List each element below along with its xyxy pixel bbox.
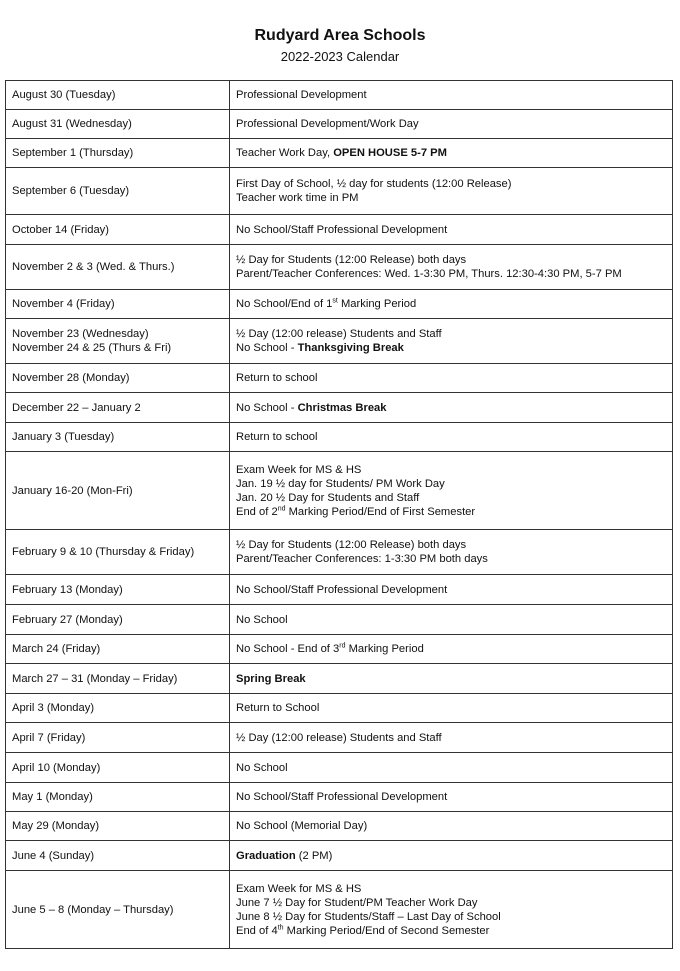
table-row xyxy=(6,694,673,723)
date-cell xyxy=(6,290,230,319)
event-text: Teacher Work Day, xyxy=(236,147,334,159)
date-text: November 2 & 3 (Wed. & Thurs.) xyxy=(12,261,175,273)
event-text: Marking Period/End of First Semester xyxy=(285,505,476,518)
event-line xyxy=(236,761,666,775)
event-line xyxy=(236,642,666,656)
event-cell xyxy=(230,575,673,605)
event-cell xyxy=(230,753,673,783)
document-header xyxy=(0,0,680,66)
event-cell xyxy=(230,168,673,215)
date-text: June 4 (Sunday) xyxy=(12,849,95,862)
event-line xyxy=(236,341,666,355)
event-line xyxy=(236,371,666,385)
event-text: Exam Week for MS & HS xyxy=(236,463,362,476)
date-cell xyxy=(6,452,230,530)
calendar-table xyxy=(5,80,673,949)
date-text: March 27 – 31 (Monday – Friday) xyxy=(12,672,178,685)
table-row xyxy=(6,753,673,783)
event-text: No School - xyxy=(236,401,298,414)
date-text: May 29 (Monday) xyxy=(12,820,100,832)
event-text: No School xyxy=(236,761,288,774)
event-text: No School (Memorial Day) xyxy=(236,820,368,832)
table-row xyxy=(6,168,673,215)
table-row xyxy=(6,110,673,139)
date-text: January 16-20 (Mon-Fri) xyxy=(12,484,133,497)
event-text: Marking Period xyxy=(337,298,417,310)
table-row xyxy=(6,139,673,168)
date-cell xyxy=(6,139,230,168)
event-cell xyxy=(230,452,673,530)
event-text: Jan. 20 ½ Day for Students and Staff xyxy=(236,491,420,504)
date-cell xyxy=(6,635,230,664)
event-line xyxy=(236,401,666,415)
date-cell xyxy=(6,753,230,783)
event-line xyxy=(236,910,666,924)
event-cell xyxy=(230,290,673,319)
table-row xyxy=(6,530,673,575)
event-line xyxy=(236,583,666,597)
event-text: ½ Day (12:00 release) Students and Staff xyxy=(236,328,442,340)
event-text: Exam Week for MS & HS xyxy=(236,882,362,895)
date-cell xyxy=(6,530,230,575)
event-line xyxy=(236,223,666,237)
table-row xyxy=(6,871,673,949)
event-line xyxy=(236,177,666,191)
event-line xyxy=(236,191,666,205)
event-cell xyxy=(230,319,673,364)
event-text: No School - End of 3 xyxy=(236,643,340,655)
event-text: Return to school xyxy=(236,431,318,443)
date-cell xyxy=(6,423,230,452)
event-text: Jan. 19 ½ day for Students/ PM Work Day xyxy=(236,477,445,490)
date-text: November 4 (Friday) xyxy=(12,298,115,310)
date-text: April 10 (Monday) xyxy=(12,761,101,774)
date-text: November 23 (Wednesday) xyxy=(12,328,149,340)
event-text-bold: Graduation xyxy=(236,849,296,862)
table-row xyxy=(6,319,673,364)
date-cell xyxy=(6,575,230,605)
event-text: No School/Staff Professional Development xyxy=(236,791,448,803)
event-line xyxy=(236,613,666,627)
calendar-body xyxy=(6,81,673,949)
event-cell xyxy=(230,423,673,452)
date-cell xyxy=(6,871,230,949)
event-text: Parent/Teacher Conferences: Wed. 1-3:30 PM, Thurs. 12:30-4:30 PM, 5-7 PM xyxy=(236,268,622,280)
event-text: No School - xyxy=(236,342,298,354)
date-text: February 13 (Monday) xyxy=(12,583,123,596)
event-text: No School/End of 1 xyxy=(236,298,333,310)
date-text: March 24 (Friday) xyxy=(12,643,101,655)
event-text: End of 2 xyxy=(236,505,278,518)
event-line xyxy=(236,117,666,131)
event-line xyxy=(236,430,666,444)
event-cell xyxy=(230,110,673,139)
date-text: April 7 (Friday) xyxy=(12,731,86,744)
event-text: Return to school xyxy=(236,372,318,384)
event-cell xyxy=(230,841,673,871)
date-text: June 5 – 8 (Monday – Thursday) xyxy=(12,903,174,916)
event-line xyxy=(236,505,666,519)
event-text: ½ Day for Students (12:00 Release) both days xyxy=(236,539,467,551)
event-cell xyxy=(230,393,673,423)
event-line xyxy=(236,552,666,566)
event-text: Professional Development xyxy=(236,89,367,101)
event-text: Professional Development/Work Day xyxy=(236,118,419,130)
date-cell xyxy=(6,81,230,110)
event-text-bold: Christmas Break xyxy=(297,401,387,414)
date-text: January 3 (Tuesday) xyxy=(12,431,115,443)
date-cell xyxy=(6,393,230,423)
event-cell xyxy=(230,139,673,168)
date-text: December 22 – January 2 xyxy=(12,401,141,414)
event-line xyxy=(236,538,666,552)
date-cell xyxy=(6,364,230,393)
event-text: End of 4 xyxy=(236,924,278,937)
table-row xyxy=(6,81,673,110)
date-text: August 31 (Wednesday) xyxy=(12,118,132,130)
ordinal-suffix: st xyxy=(332,297,338,305)
date-cell xyxy=(6,812,230,841)
event-cell xyxy=(230,871,673,949)
table-row xyxy=(6,393,673,423)
event-cell xyxy=(230,605,673,635)
event-line xyxy=(236,253,666,267)
table-row xyxy=(6,575,673,605)
date-text: August 30 (Tuesday) xyxy=(12,89,116,101)
date-text: September 1 (Thursday) xyxy=(12,147,134,159)
date-text: October 14 (Friday) xyxy=(12,223,109,236)
date-cell xyxy=(6,245,230,290)
date-cell xyxy=(6,168,230,215)
date-text: February 9 & 10 (Thursday & Friday) xyxy=(12,546,195,558)
event-line xyxy=(236,790,666,804)
document-subtitle: 2022-2023 Calendar xyxy=(280,49,400,64)
event-cell xyxy=(230,81,673,110)
table-row xyxy=(6,290,673,319)
event-line xyxy=(236,672,666,686)
table-row xyxy=(6,723,673,753)
date-cell xyxy=(6,605,230,635)
event-line xyxy=(236,491,666,505)
event-line xyxy=(236,297,666,311)
event-line xyxy=(236,327,666,341)
table-row xyxy=(6,664,673,694)
date-cell xyxy=(6,319,230,364)
event-text-bold: Thanksgiving Break xyxy=(297,342,404,354)
event-text: No School xyxy=(236,613,288,626)
event-text: June 8 ½ Day for Students/Staff – Last Day of School xyxy=(236,910,501,923)
event-text: Return to School xyxy=(236,702,320,714)
event-text: No School/Staff Professional Development xyxy=(236,223,448,236)
table-row xyxy=(6,812,673,841)
event-text-bold: Spring Break xyxy=(236,672,306,685)
event-text: Teacher work time in PM xyxy=(236,192,359,204)
event-text: No School/Staff Professional Development xyxy=(236,583,448,596)
table-row xyxy=(6,423,673,452)
event-line xyxy=(236,477,666,491)
table-row xyxy=(6,605,673,635)
event-text: ½ Day (12:00 release) Students and Staff xyxy=(236,731,442,744)
document-title: Rudyard Area Schools xyxy=(254,27,426,44)
ordinal-suffix: rd xyxy=(339,642,346,650)
event-line xyxy=(236,701,666,715)
event-cell xyxy=(230,245,673,290)
event-cell xyxy=(230,635,673,664)
date-cell xyxy=(6,694,230,723)
event-cell xyxy=(230,694,673,723)
date-cell xyxy=(6,215,230,245)
event-line xyxy=(236,146,666,160)
date-cell xyxy=(6,841,230,871)
table-row xyxy=(6,635,673,664)
event-cell xyxy=(230,215,673,245)
date-cell xyxy=(6,783,230,812)
event-text: ½ Day for Students (12:00 Release) both days xyxy=(236,254,467,266)
event-line xyxy=(236,924,666,938)
event-text-bold: OPEN HOUSE 5-7 PM xyxy=(333,147,447,159)
event-text: Marking Period xyxy=(345,643,424,655)
date-text: April 3 (Monday) xyxy=(12,702,95,714)
event-cell xyxy=(230,812,673,841)
event-cell xyxy=(230,364,673,393)
date-cell xyxy=(6,664,230,694)
ordinal-suffix: th xyxy=(277,923,284,931)
event-text: Marking Period/End of Second Semester xyxy=(283,924,490,937)
date-cell xyxy=(6,110,230,139)
event-line xyxy=(236,731,666,745)
event-line xyxy=(236,267,666,281)
event-line xyxy=(236,463,666,477)
event-line xyxy=(236,882,666,896)
event-cell xyxy=(230,783,673,812)
event-line xyxy=(236,819,666,833)
event-text: (2 PM) xyxy=(295,849,333,862)
event-text: Parent/Teacher Conferences: 1-3:30 PM both days xyxy=(236,553,488,565)
table-row xyxy=(6,215,673,245)
table-row xyxy=(6,364,673,393)
date-text: September 6 (Tuesday) xyxy=(12,185,130,197)
event-line xyxy=(236,88,666,102)
event-cell xyxy=(230,664,673,694)
event-cell xyxy=(230,530,673,575)
event-text: June 7 ½ Day for Student/PM Teacher Work Day xyxy=(236,896,478,909)
table-row xyxy=(6,245,673,290)
date-text: February 27 (Monday) xyxy=(12,613,123,626)
table-row xyxy=(6,783,673,812)
date-text: November 24 & 25 (Thurs & Fri) xyxy=(12,342,172,354)
ordinal-suffix: nd xyxy=(277,504,286,512)
event-line xyxy=(236,896,666,910)
date-text: May 1 (Monday) xyxy=(12,791,93,803)
event-cell xyxy=(230,723,673,753)
table-row xyxy=(6,452,673,530)
event-line xyxy=(236,849,666,863)
date-text: November 28 (Monday) xyxy=(12,372,130,384)
table-row xyxy=(6,841,673,871)
event-text: First Day of School, ½ day for students (12:00 Release) xyxy=(236,178,512,190)
date-cell xyxy=(6,723,230,753)
